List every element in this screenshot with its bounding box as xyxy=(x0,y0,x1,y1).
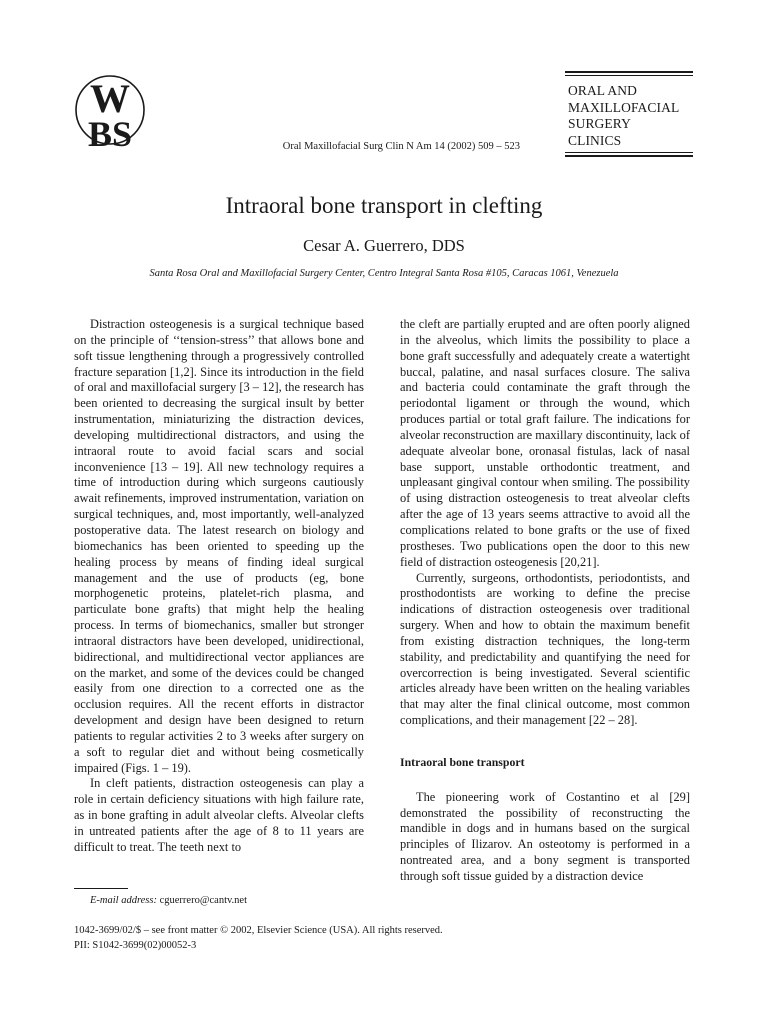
body-column-right xyxy=(400,317,690,885)
masthead-rule-top xyxy=(565,71,693,73)
logo-letters-top: W xyxy=(90,76,130,121)
masthead-rule-top-thin xyxy=(565,75,693,76)
journal-masthead xyxy=(565,71,693,159)
masthead-rule-bottom xyxy=(565,155,693,157)
body-paragraph: In cleft patients, distraction osteogenesis can play a role in certain deficiency situations with high failure rate, as in bone grafting in adult alveolar clefts. Alveolar clefts in untreated patients after the age of 8 to 11 years are difficult to treat. The teeth next to xyxy=(74,776,364,854)
body-paragraph: Currently, surgeons, orthodontists, periodontists, and prosthodontists are working to define the precise indications of distraction osteogenesis over traditional surgery. When and how to obtain the maximum benefit from existing distraction techniques, the long-term stability, and predictability and quantifying the need for overcorrection is being investigated. Several scientific articles already have been written on the healing variables that may alter the final clinical outcome, most common complications, and their management [22 – 28]. xyxy=(400,570,690,728)
footnote-rule xyxy=(74,888,128,889)
body-paragraph: the cleft are partially erupted and are often poorly aligned in the alveolus, which limits the possibility to place a bone graft successfully and adequately create a watertight buccal, palatine, and nasal surfaces closure. The saliva and bacteria could contaminate the graft through the periodontal ligament or through the wound, which produces partial or total graft failure. The indications for alveolar reconstruction are maxillary discontinuity, lack of adequate alveolar bone, oronasal fistulas, lack of nasal base support, unstable orthodontic treatment, and unpleasant gingival contour when smiling. The possibility of using distraction osteogenesis to treat alveolar clefts after the age of 13 years seems attractive to avoid all the complications related to bone grafts or the use of fixed prostheses. Two publications open the door to this new field of distraction osteogenesis [20,21]. xyxy=(400,317,690,569)
masthead-rule-bottom-thin xyxy=(565,152,693,153)
journal-name-line: ORAL AND xyxy=(568,83,637,98)
logo-letters-bottom: BS xyxy=(87,114,133,154)
journal-name-line: CLINICS xyxy=(568,132,622,148)
journal-citation: Oral Maxillofacial Surg Clin N Am 14 (2002) 509 – 523 xyxy=(282,141,520,152)
copyright-line: 1042-3699/02/$ – see front matter © 2002, Elsevier Science (USA). All rights reserved. xyxy=(74,925,443,936)
email-label: E-mail address: xyxy=(90,895,157,906)
article-title: Intraoral bone transport in clefting xyxy=(225,193,543,218)
body-paragraph: The pioneering work of Costantino et al [29] demonstrated the possibility of reconstructing the mandible in dogs and in humans based on the surgical principles of Ilizarov. An osteotomy is performed in a nontreated area, and a bony segment is transported through soft tissue guided by a distraction device xyxy=(400,789,690,883)
journal-name-line: SURGERY xyxy=(568,116,631,131)
author-affiliation: Santa Rosa Oral and Maxillofacial Surgery Center, Centro Integral Santa Rosa #105, Caracas 1061, Venezuela xyxy=(149,268,619,279)
copyright-block xyxy=(74,923,443,953)
body-paragraph: Distraction osteogenesis is a surgical technique based on the principle of ‘‘tension-stress’’ that allows bone and soft tissue lengthening through a progressively controlled fracture separation [1,2]. Since its introduction in the field of oral and maxillofacial surgery [3 – 12], the research has been oriented to decreasing the surgical insult by better instrumentation, miniaturizing the distraction devices, developing multidirectional distractors, and using the intraoral route to avoid facial scars and social inconvenience [13 – 19]. All new technology requires a time of introduction during which surgeons cautiously await refinements, improved instrumentation, variation on surgical techniques, and, most importantly, well-analyzed postoperative data. The latest research on biology and biomechanics has been oriented to speeding up the healing process by means of finding ideal surgical management and the use of products (eg, bone morphogenetic proteins, platelet-rich plasma, and particulate bone grafts) that might help the healing process. In terms of biomechanics, smaller but stronger intraoral distractors have been developed, unidirectional, bidirectional, and multidirectional vector appliances are on the market, and some of the devices could be changed easily from one direction to a corrected one as the occlusion requires. All the recent efforts in distractor development and design have been designed to return patients to regular activities 2 to 3 weeks after surgery on a soft to regular diet and without being cosmetically impaired (Figs. 1 – 19). xyxy=(74,317,364,775)
body-column-left xyxy=(74,317,364,856)
publisher-logo xyxy=(72,66,148,154)
journal-name-line: MAXILLOFACIAL xyxy=(568,99,680,115)
author-name: Cesar A. Guerrero, DDS xyxy=(303,236,465,255)
email-address: cguerrero@cantv.net xyxy=(159,895,248,906)
pii-line: PII: S1042-3699(02)00052-3 xyxy=(74,940,197,951)
email-footnote xyxy=(90,895,247,906)
section-heading: Intraoral bone transport xyxy=(400,754,525,769)
journal-name xyxy=(565,78,693,152)
